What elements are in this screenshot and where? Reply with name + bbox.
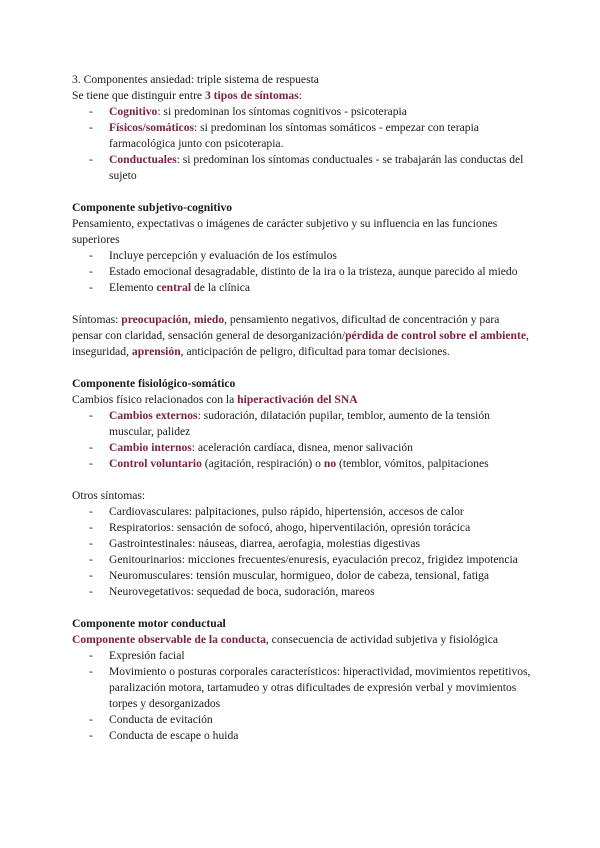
item-text: de la clínica	[191, 281, 250, 294]
item-text: : sudoración, dilatación pupilar, temblor, aumento de la tensión muscular, palidez	[109, 409, 490, 438]
section-title: 3. Componentes ansiedad: triple sistema de respuesta	[72, 73, 319, 86]
list-item: - Neurovegetativos: sequedad de boca, sudoración, mareos	[72, 584, 532, 600]
symptom-text: , pensamiento negativos, dificultad de concentración y para pensar con claridad, sensación general de desorganización/	[72, 313, 500, 342]
list-item	[72, 120, 532, 152]
desc-highlight: hiperactivación del SNA	[237, 393, 358, 406]
item-text: : aceleración cardíaca, disnea, menor salivación	[191, 441, 413, 454]
list-item: - Movimiento o posturas corporales característicos: hiperactividad, movimientos repetitivos, paralización motora, tartamudeo y otras dificultades de expresión verbal y movimientos torpes y desorganizados	[72, 664, 532, 712]
symptom-types-list	[72, 104, 532, 184]
item-highlight: Conductuales	[109, 153, 177, 166]
list-item: - Expresión facial	[72, 648, 532, 664]
others-list	[72, 504, 532, 600]
list-item: - Cardiovasculares: palpitaciones, pulso rápido, hipertensión, accesos de calor	[72, 504, 532, 520]
symptom-highlight: preocupación, miedo	[121, 313, 225, 326]
desc-text: Cambios físico relacionados con la	[72, 393, 238, 406]
intro-text-end: :	[298, 89, 302, 102]
desc-text: , consecuencia de actividad subjetiva y fisiológica	[265, 633, 498, 646]
item-text: : si predominan los síntomas somáticos - empezar con terapia farmacológica junto con psicoterapia.	[109, 121, 479, 150]
cognitive-symptoms	[72, 312, 532, 360]
list-item	[72, 408, 532, 440]
heading-others: Otros síntomas:	[72, 489, 146, 502]
list-item	[72, 152, 532, 184]
document-page	[72, 72, 532, 744]
intro-line	[72, 88, 532, 104]
item-highlight: Cambios externos	[109, 409, 198, 422]
list-item: - Incluye percepción y evaluación de los estímulos	[72, 248, 532, 264]
spacer	[72, 296, 532, 312]
symptom-text: , anticipación de peligro, dificultad para tomar decisiones.	[180, 345, 450, 358]
desc-highlight: Componente observable de la conducta	[72, 633, 266, 646]
spacer	[72, 600, 532, 616]
list-item: - Conducta de evitación	[72, 712, 532, 728]
somatic-list	[72, 408, 532, 472]
item-highlight: Físicos/somáticos	[109, 121, 195, 134]
list-item: - Conducta de escape o huida	[72, 728, 532, 744]
spacer	[72, 472, 532, 488]
item-highlight: no	[323, 457, 337, 470]
item-highlight: Control voluntario	[109, 457, 202, 470]
list-item: - Gastrointestinales: náuseas, diarrea, aerofagia, molestias digestivas	[72, 536, 532, 552]
item-text: (agitación, respiración) o	[201, 457, 324, 470]
list-item	[72, 440, 532, 456]
list-item	[72, 280, 532, 296]
item-highlight: Cognitivo	[109, 105, 158, 118]
heading-cognitive: Componente subjetivo-cognitivo	[72, 201, 233, 214]
somatic-description	[72, 392, 532, 408]
list-item: - Estado emocional desagradable, distinto de la ira o la tristeza, aunque parecido al miedo	[72, 264, 532, 280]
cognitive-list	[72, 248, 532, 296]
motor-description	[72, 632, 532, 648]
heading-motor: Componente motor conductual	[72, 617, 226, 630]
intro-text: Se tiene que distinguir entre	[72, 89, 205, 102]
list-item: - Genitourinarios: micciones frecuentes/enuresis, eyaculación precoz, frigidez impotencia	[72, 552, 532, 568]
item-text: : si predominan los síntomas cognitivos - psicoterapia	[157, 105, 407, 118]
symptom-text: , inseguridad,	[72, 329, 529, 358]
list-item: - Respiratorios: sensación de sofocó, ahogo, hiperventilación, opresión torácica	[72, 520, 532, 536]
intro-highlight: 3 tipos de síntomas	[204, 89, 299, 102]
symptom-text: Síntomas:	[72, 313, 122, 326]
item-highlight: Cambio internos	[109, 441, 192, 454]
item-text: Elemento	[109, 281, 157, 294]
motor-list	[72, 648, 532, 744]
cognitive-description: Pensamiento, expectativas o imágenes de carácter subjetivo y su influencia en las funciones superiores	[72, 217, 498, 246]
item-text: : si predominan los síntomas conductuales - se trabajarán las conductas del sujeto	[109, 153, 524, 182]
list-item: - Neuromusculares: tensión muscular, hormigueo, dolor de cabeza, tensional, fatiga	[72, 568, 532, 584]
symptom-highlight: pérdida de control sobre el ambiente	[345, 329, 526, 342]
heading-somatic: Componente fisiológico-somático	[72, 377, 236, 390]
symptom-highlight: aprensión	[131, 345, 181, 358]
item-text: (temblor, vómitos, palpitaciones	[336, 457, 489, 470]
list-item	[72, 104, 532, 120]
spacer	[72, 360, 532, 376]
spacer	[72, 184, 532, 200]
list-item	[72, 456, 532, 472]
item-highlight: central	[156, 281, 192, 294]
